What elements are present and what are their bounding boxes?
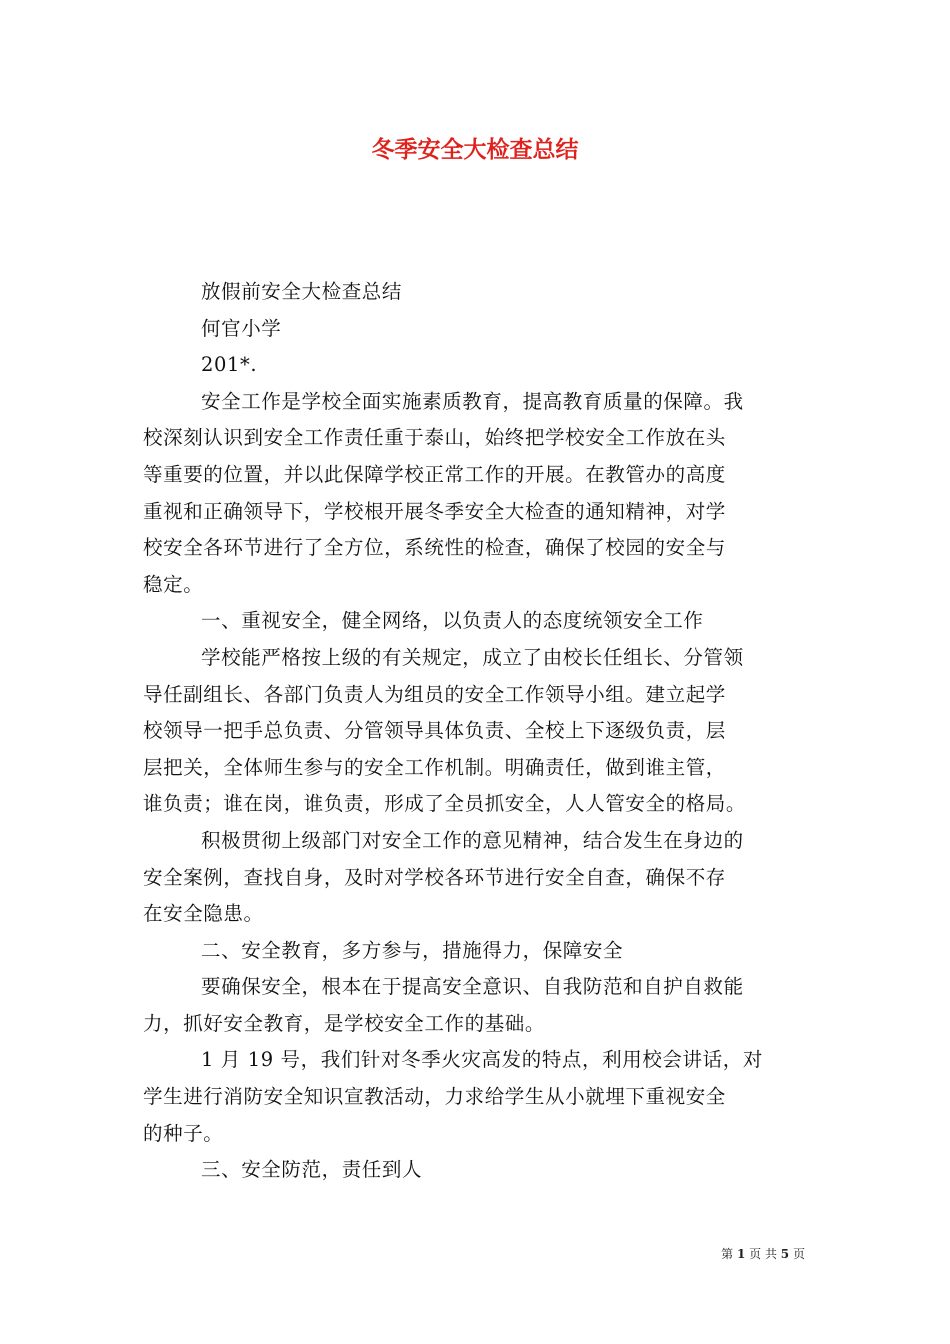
document-line: 安全案例，查找自身，及时对学校各环节进行安全自查，确保不存 (143, 865, 726, 889)
document-body (143, 274, 813, 1189)
footer-suffix: 页 (792, 1247, 805, 1261)
document-line: 的种子。 (143, 1121, 224, 1145)
document-line: 校安全各环节进行了全方位，系统性的检查，确保了校园的安全与 (143, 536, 726, 560)
document-line: 放假前安全大检查总结 (201, 280, 403, 303)
document-line: 学生进行消防安全知识宣教活动，力求给学生从小就埋下重视安全 (143, 1085, 726, 1109)
document-line: 重视和正确领导下，学校根开展冬季安全大检查的通知精神，对学 (143, 499, 726, 523)
document-line: 何官小学 (201, 316, 282, 340)
document-line: 1 月 19 号，我们针对冬季火灾高发的特点，利用校会讲话，对 (201, 1048, 763, 1072)
document-line: 等重要的位置，并以此保障学校正常工作的开展。在教管办的高度 (143, 462, 726, 486)
document-line: 要确保安全，根本在于提高安全意识、自我防范和自护自救能 (201, 975, 744, 999)
document-line: 在安全隐患。 (143, 902, 264, 926)
document-line: 谁负责；谁在岗，谁负责，形成了全员抓安全，人人管安全的格局。 (143, 792, 747, 816)
document-title: 冬季安全大检查总结 (371, 136, 579, 163)
document-line: 安全工作是学校全面实施素质教育，提高教育质量的保障。我 (201, 389, 744, 413)
document-line: 导任副组长、各部门负责人为组员的安全工作领导小组。建立起学 (143, 682, 726, 706)
document-line: 力，抓好安全教育，是学校安全工作的基础。 (143, 1011, 546, 1035)
document-line: 二、安全教育，多方参与，措施得力，保障安全 (201, 938, 624, 962)
document-line: 积极贯彻上级部门对安全工作的意见精神，结合发生在身边的 (201, 828, 744, 852)
document-line: 学校能严格按上级的有关规定，成立了由校长任组长、分管领 (201, 645, 744, 669)
document-line: 稳定。 (143, 572, 204, 596)
document-line: 一、重视安全，健全网络，以负责人的态度统领安全工作 (201, 609, 704, 633)
footer-middle: 页 共 (749, 1247, 777, 1261)
document-line: 201*. (201, 353, 258, 377)
footer-current-page: 1 (736, 1247, 746, 1261)
document-line: 层把关，全体师生参与的安全工作机制。明确责任，做到谁主管， (143, 755, 726, 779)
footer-prefix: 第 (721, 1247, 734, 1261)
footer-total-pages: 5 (780, 1247, 790, 1261)
document-line: 三、安全防范，责任到人 (201, 1158, 423, 1182)
page-footer (721, 1246, 805, 1262)
document-line: 校深刻认识到安全工作责任重于泰山，始终把学校安全工作放在头 (143, 426, 726, 450)
document-line: 校领导一把手总负责、分管领导具体负责、全校上下逐级负责，层 (143, 719, 726, 743)
